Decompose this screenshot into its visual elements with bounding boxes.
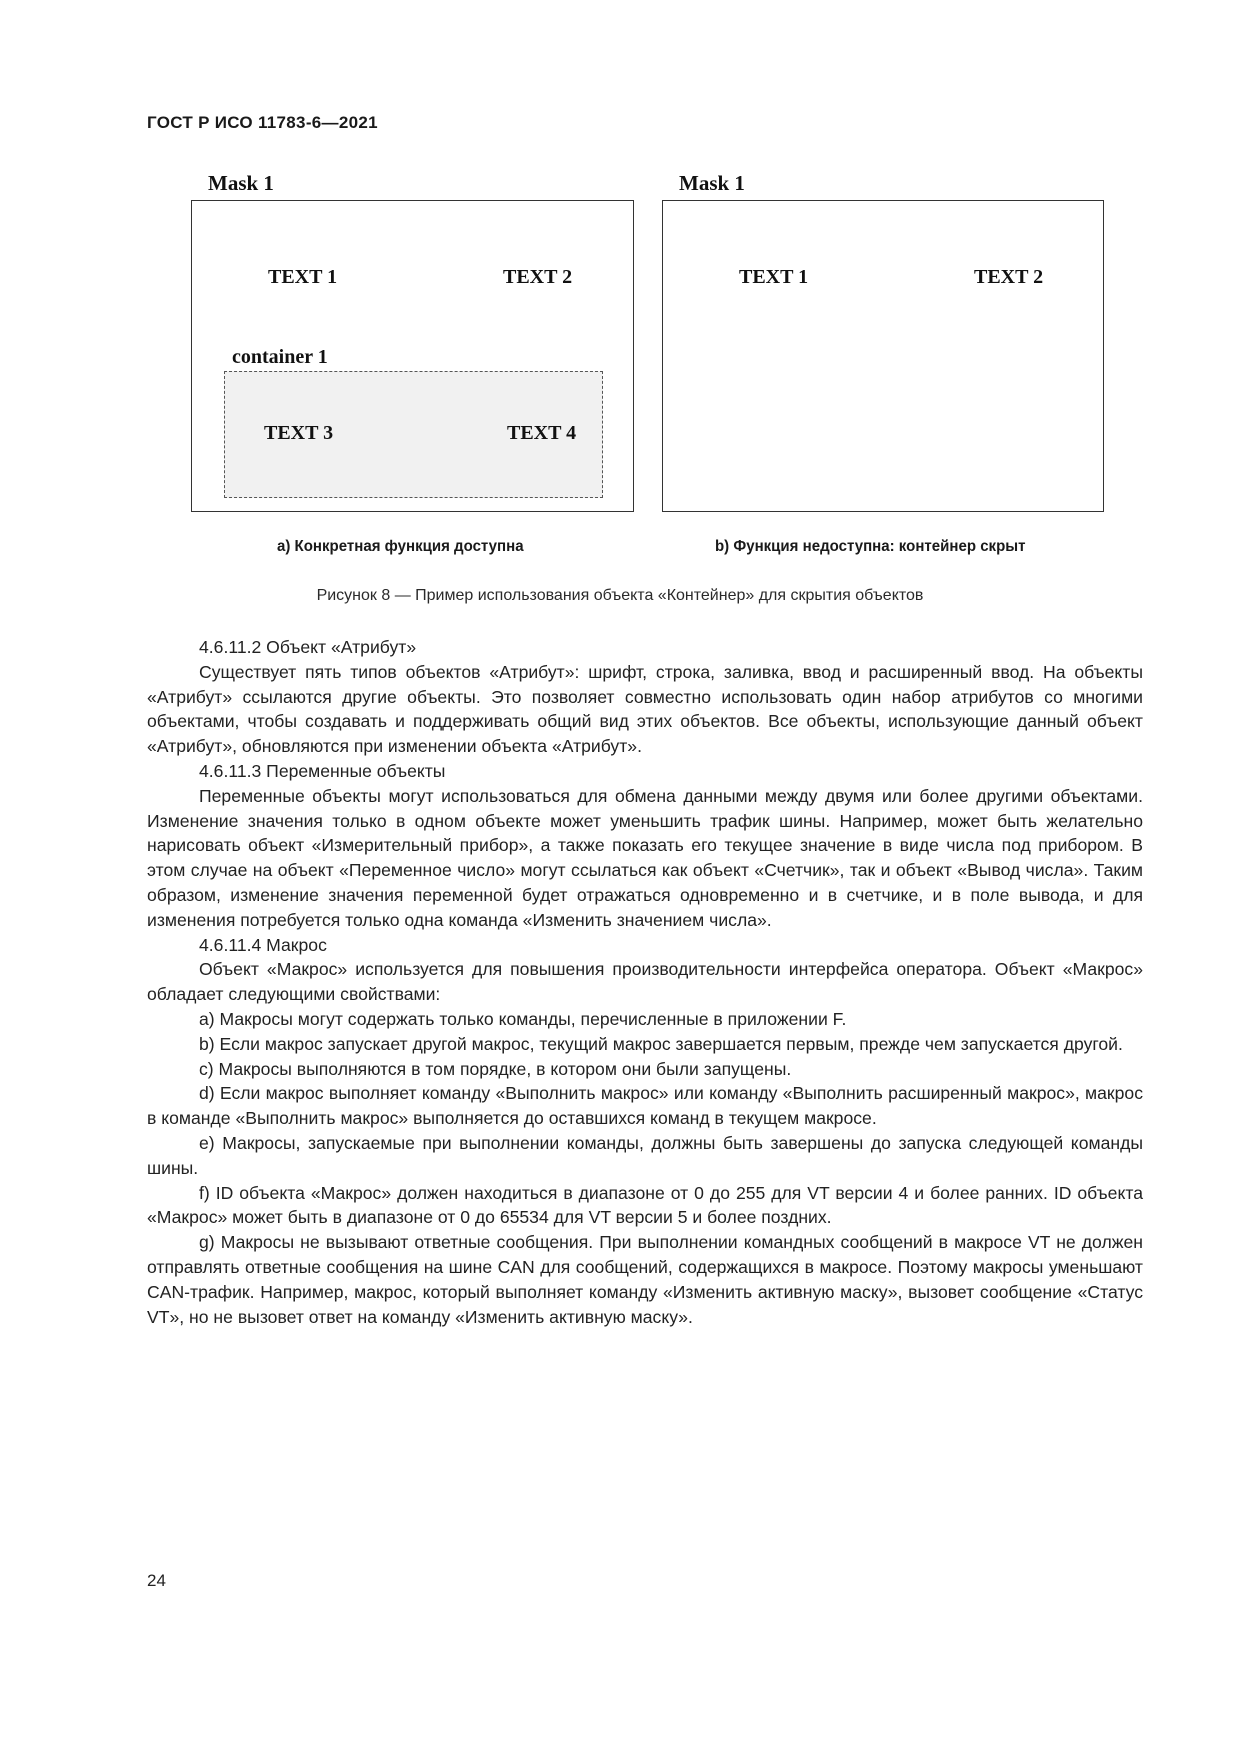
list-item: b) Если макрос запускает другой макрос, текущий макрос завершается первым, прежде чем запускается другой. <box>199 1033 1123 1054</box>
figure-caption: Рисунок 8 — Пример использования объекта «Контейнер» для скрытия объектов <box>316 587 924 604</box>
list-item: e) Макросы, запускаемые при выполнении команды, должны быть завершены до запуска следующей команды шины. <box>147 1132 1143 1178</box>
container-box <box>224 371 603 498</box>
panel-a-mask-box <box>191 200 634 512</box>
panel-a-text-1: TEXT 1 <box>268 266 338 288</box>
panel-a-text-4: TEXT 4 <box>507 422 577 444</box>
document-header: ГОСТ Р ИСО 11783-6—2021 <box>147 113 378 132</box>
panel-b-mask-label: Mask 1 <box>679 171 745 195</box>
list-item: g) Макросы не вызывают ответные сообщения. При выполнении командных сообщений в макросе VT не должен отправлять ответные сообщения на шине CAN для сообщений, содержащихся в макросе. Поэтому макросы уменьшают CAN-трафик. Например, макрос, который выполняет команду «Изменить активную маску», вызовет сообщение «Статус VT», но не вызовет ответ на команду «Изменить активную маску». <box>147 1232 1143 1327</box>
body-text <box>147 635 1143 1329</box>
panel-b-subcaption: b) Функция недоступна: контейнер скрыт <box>715 538 1026 555</box>
panel-a-text-2: TEXT 2 <box>503 266 573 288</box>
section-heading-variables: 4.6.11.3 Переменные объекты <box>199 760 446 781</box>
panel-a-mask-label: Mask 1 <box>208 171 274 195</box>
section-heading-attribute: 4.6.11.2 Объект «Атрибут» <box>199 637 417 657</box>
page-number: 24 <box>147 1571 166 1590</box>
panel-b-text-2: TEXT 2 <box>974 266 1044 288</box>
panel-b-text-1: TEXT 1 <box>739 266 809 288</box>
list-item: f) ID объекта «Макрос» должен находиться в диапазоне от 0 до 255 для VT версии 4 и более ранних. ID объекта «Макрос» может быть в диапазоне от 0 до 65534 для VT версии 5 и более поздних. <box>147 1182 1143 1228</box>
paragraph: Переменные объекты могут использоваться для обмена данными между двумя или более другими объектами. Изменение значения только в одном объекте может уменьшить трафик шины. Например, может быть желательно нарисовать объект «Измерительный прибор», а также показать его текущее значение в виде числа под прибором. В этом случае на объект «Переменное число» могут ссылаться как объект «Счетчик», так и объект «Вывод числа». Таким образом, изменение значения переменной будет отражаться одновременно и в счетчике, и в поле вывода, и для изменения потребуется только одна команда «Изменить значением числа». <box>147 785 1143 930</box>
list-item: c) Макросы выполняются в том порядке, в котором они были запущены. <box>199 1058 792 1079</box>
paragraph: Существует пять типов объектов «Атрибут»: шрифт, строка, заливка, ввод и расширенный ввод. На объекты «Атрибут» ссылаются другие объекты. Это позволяет совместно использовать один набор атрибутов со многими объектами, чтобы создавать и поддерживать общий вид этих объектов. Все объекты, использующие данный объект «Атрибут», обновляются при изменении объекта «Атрибут». <box>147 661 1143 757</box>
panel-b-mask-box <box>662 200 1104 512</box>
paragraph: Объект «Макрос» используется для повышения производительности интерфейса оператора. Объект «Макрос» обладает следующими свойствами: <box>147 959 1143 1005</box>
list-item: a) Макросы могут содержать только команды, перечисленные в приложении F. <box>199 1008 847 1029</box>
panel-a-subcaption: а) Конкретная функция доступна <box>277 538 524 555</box>
list-item: d) Если макрос выполняет команду «Выполнить макрос» или команду «Выполнить расширенный макрос», макрос в команде «Выполнить макрос» выполняется до оставшихся команд в текущем макросе. <box>147 1083 1143 1129</box>
panel-a-text-3: TEXT 3 <box>264 422 334 444</box>
section-heading-macro: 4.6.11.4 Макрос <box>199 934 327 955</box>
container-label: container 1 <box>232 346 328 368</box>
